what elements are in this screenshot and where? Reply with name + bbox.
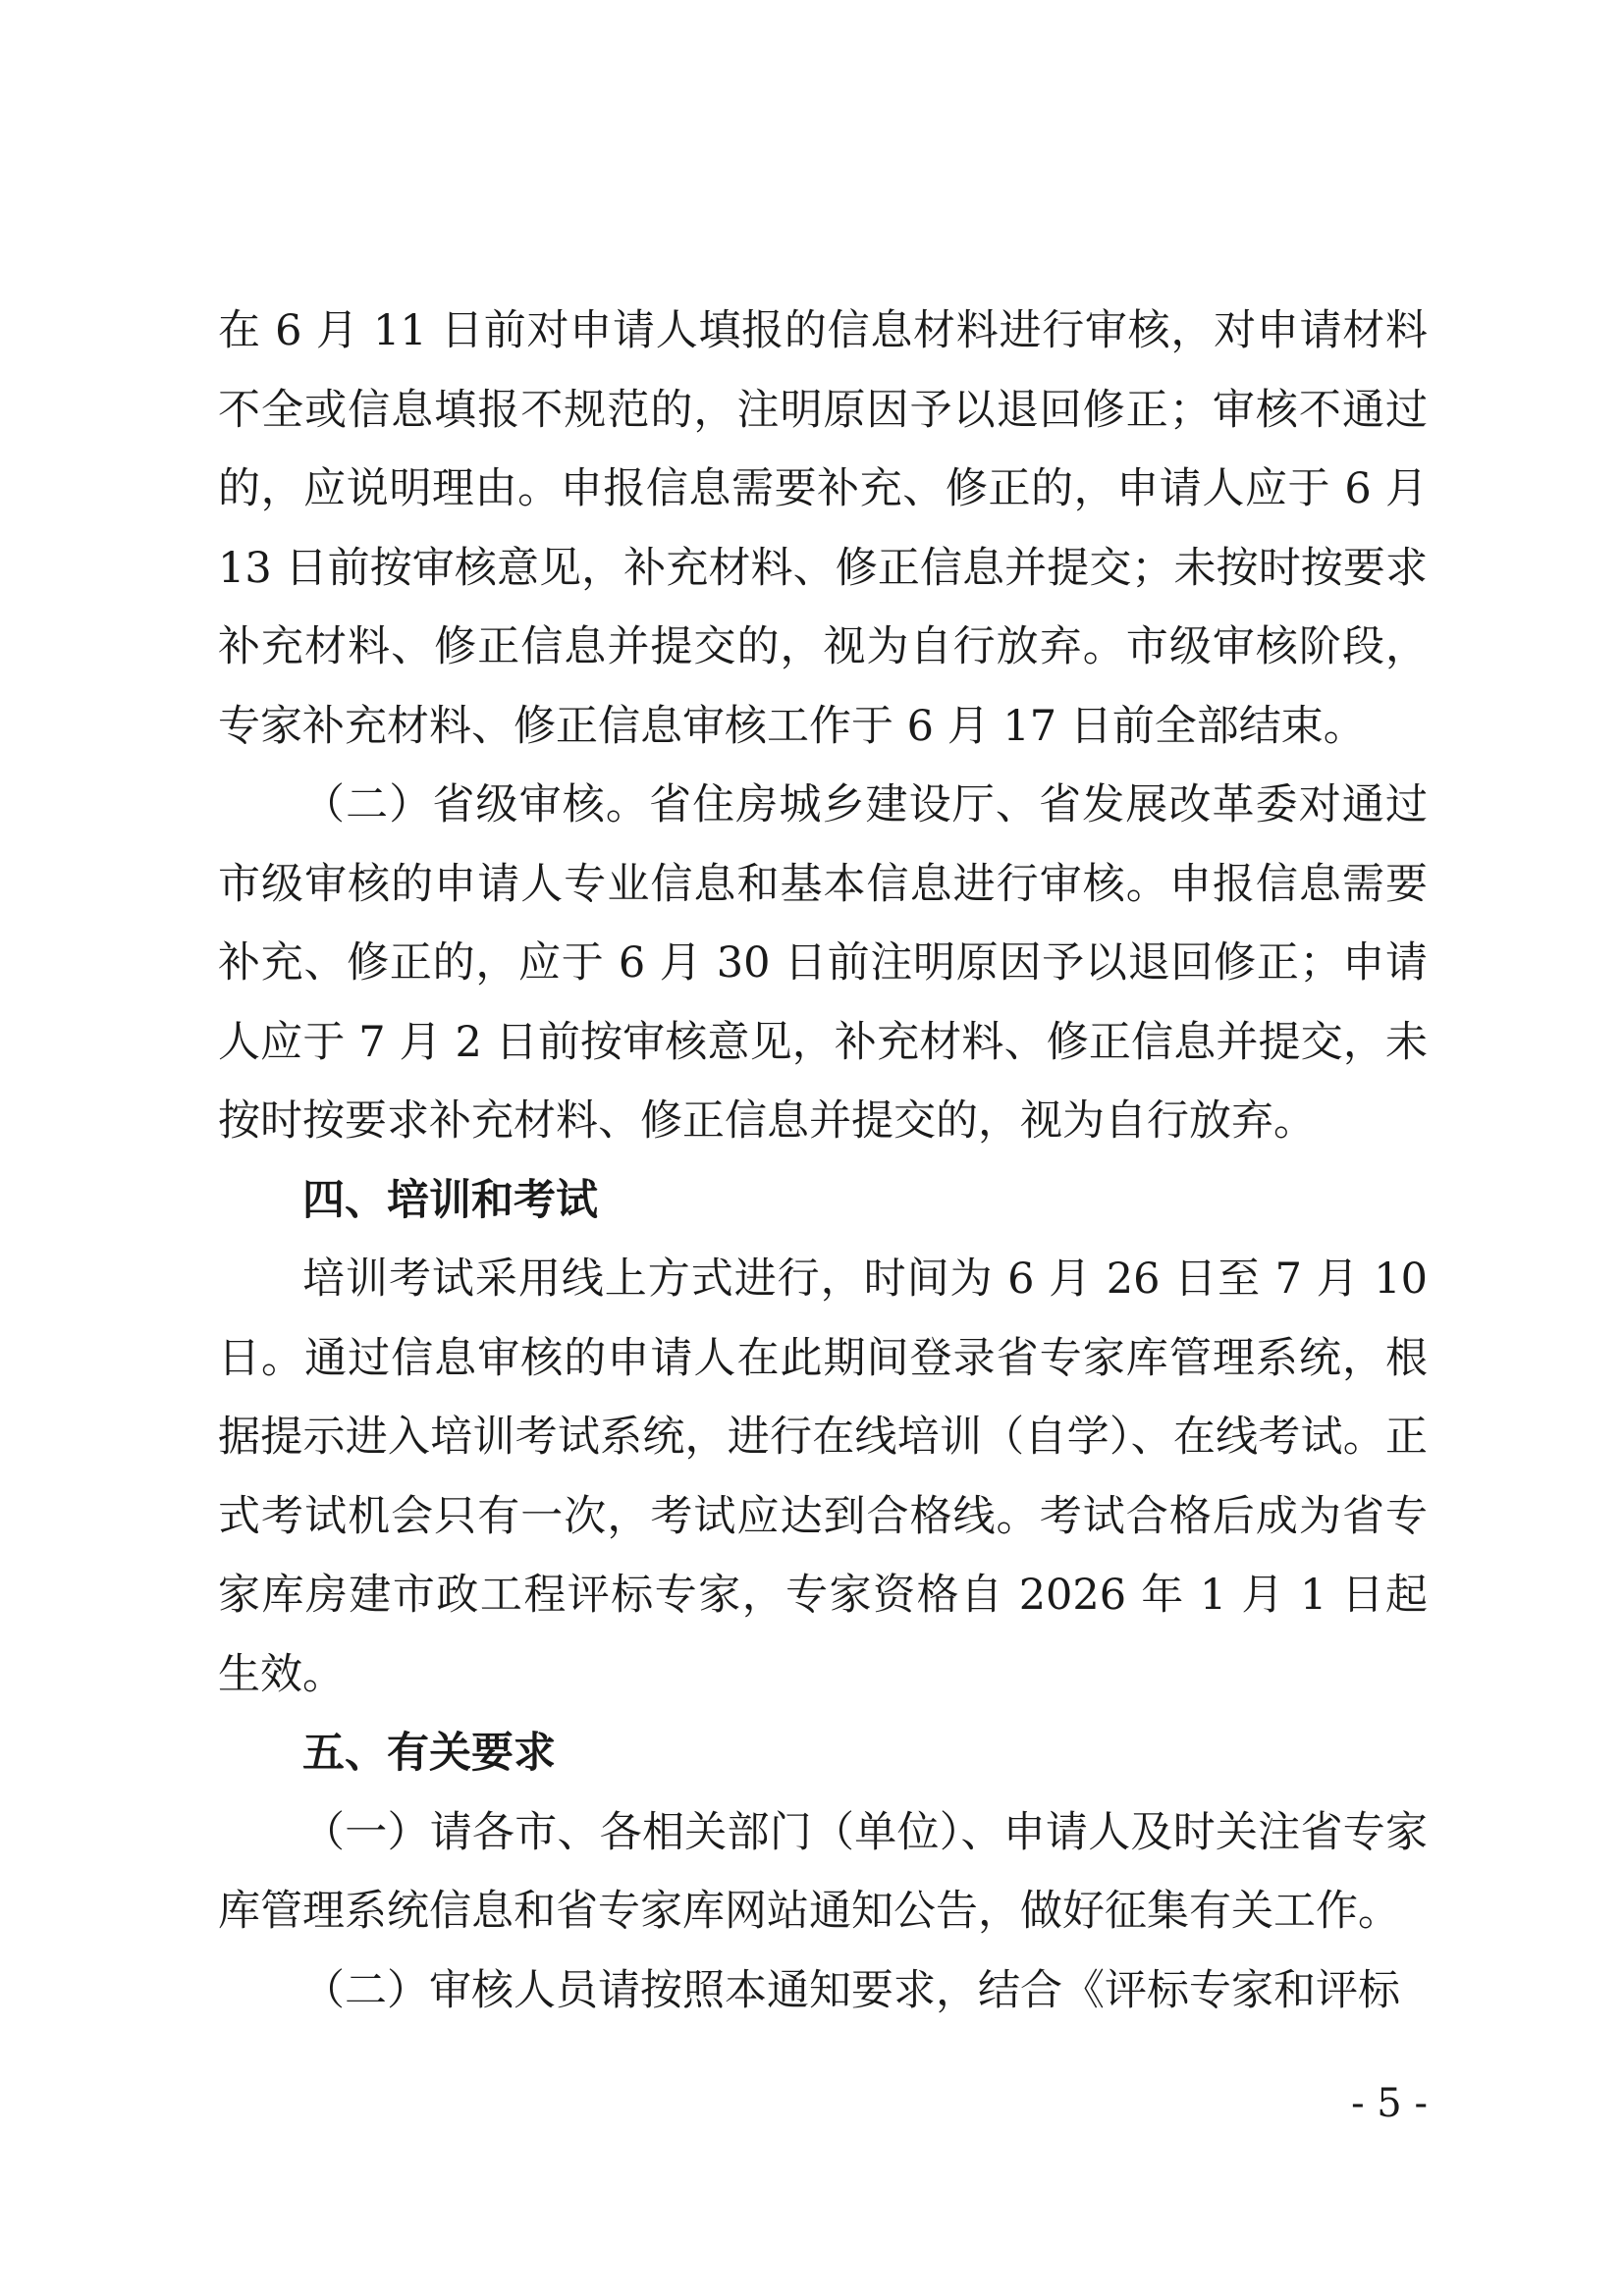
paragraph-training-exam: 培训考试采用线上方式进行，时间为 6 月 26 日至 7 月 10 日。通过信息审核的申请人在此期间登录省专家库管理系统，根据提示进入培训考试系统，进行在线培训（自学）、在线考试。正式考试机会只有一次，考试应达到合格线。考试合格后成为省专家库房建市政工程评标专家，专家资格自 2026 年 1 月 1 日起生效。 <box>218 1255 1428 1699</box>
paragraph-municipal-review-continued: 在 6 月 11 日前对申请人填报的信息材料进行审核，对申请材料不全或信息填报不规范的，注明原因予以退回修正；审核不通过的，应说明理由。申报信息需要补充、修正的，申请人应于 6 月 13 日前按审核意见，补充材料、修正信息并提交；未按时按要求补充材料、修正信息并提交的，视为自行放弃。市级审核阶段，专家补充材料、修正信息审核工作于 6 月 17 日前全部结束。 <box>218 306 1428 751</box>
paragraph-provincial-review: （二）省级审核。省住房城乡建设厅、省发展改革委对通过市级审核的申请人专业信息和基本信息进行审核。申报信息需要补充、修正的，应于 6 月 30 日前注明原因予以退回修正；申请人应于 7 月 2 日前按审核意见，补充材料、修正信息并提交，未按时按要求补充材料、修正信息并提交的，视为自行放弃。 <box>218 780 1428 1146</box>
page-number: - 5 - <box>1351 2081 1428 2126</box>
section-heading-training-exam: 四、培训和考试 <box>302 1175 598 1225</box>
paragraph-requirement-two: （二）审核人员请按照本通知要求，结合《评标专家和评标 <box>302 1965 1400 2015</box>
section-heading-requirements: 五、有关要求 <box>302 1729 556 1778</box>
document-body <box>218 292 1428 2030</box>
paragraph-requirement-one: （一）请各市、各相关部门（单位）、申请人及时关注省专家库管理系统信息和省专家库网站通知公告，做好征集有关工作。 <box>218 1807 1428 1936</box>
